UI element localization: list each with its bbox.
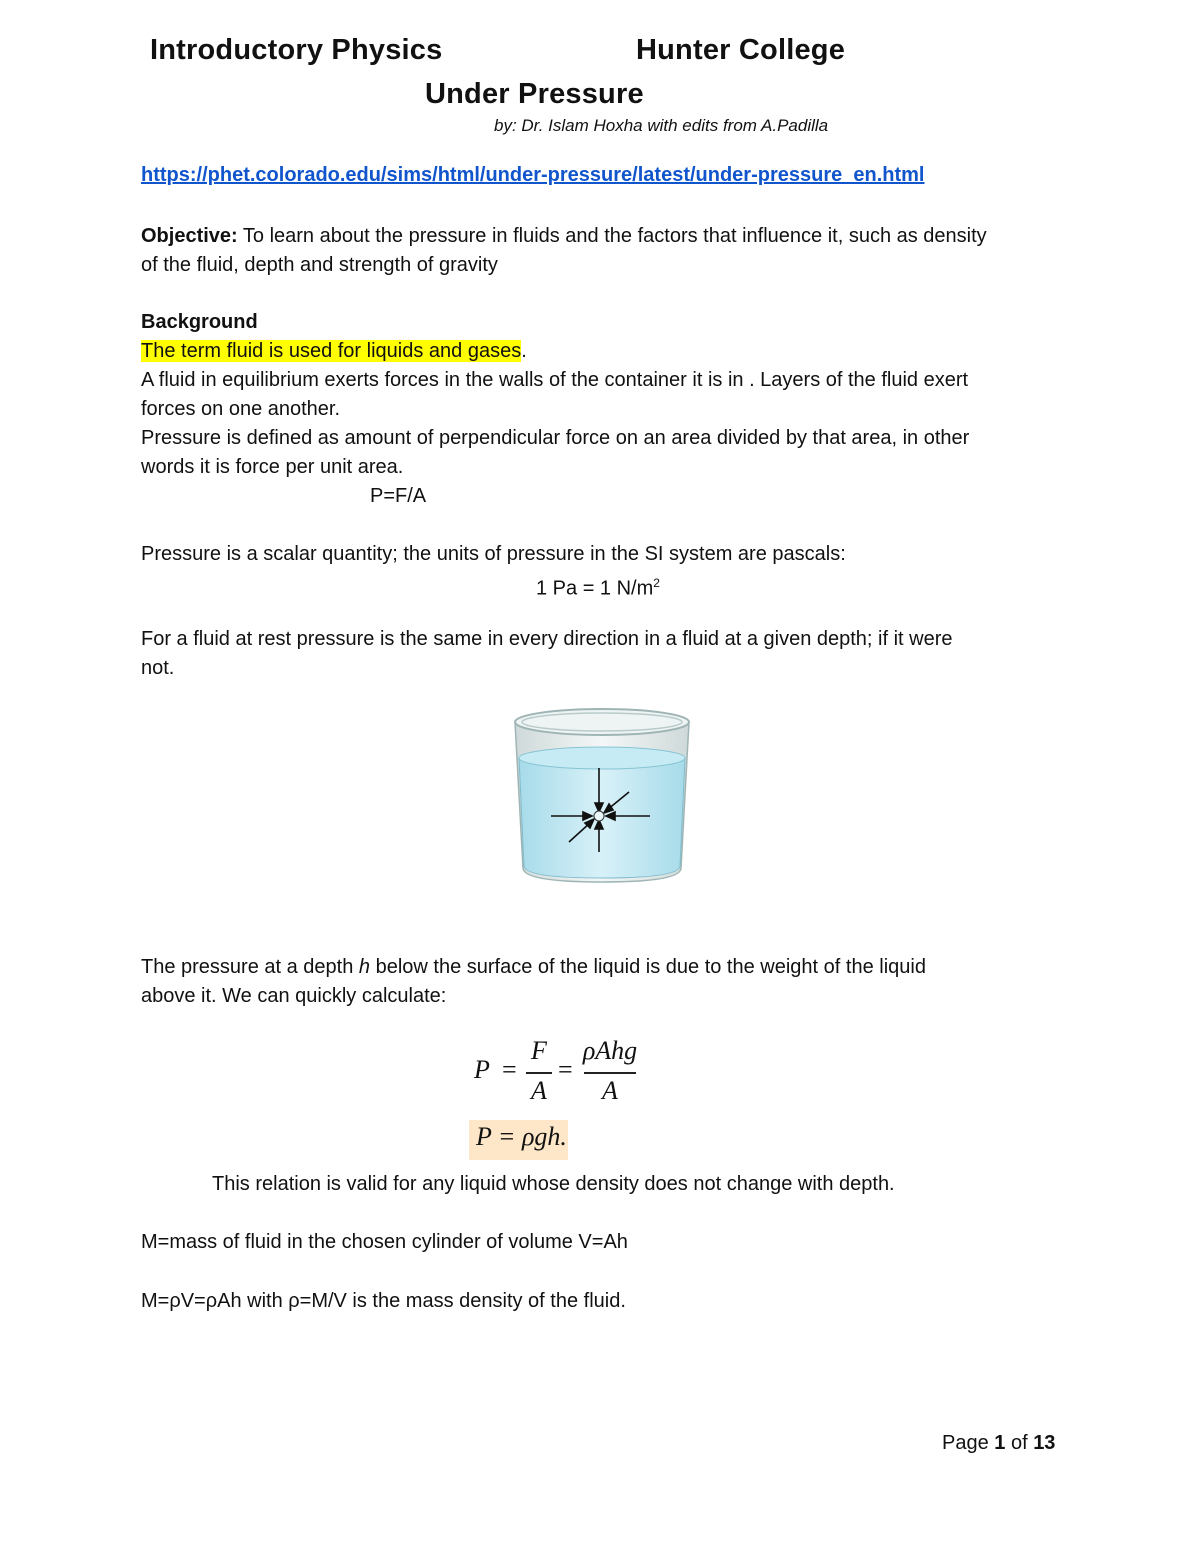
background-heading: Background [141, 311, 258, 333]
eq-p-rho-g-h: P = ρgh. [476, 1122, 567, 1151]
objective-line-1 [141, 222, 987, 251]
depth-text-b: below the surface of the liquid is due to the weight of the liquid [370, 956, 926, 978]
eq-equals-1: = [502, 1055, 517, 1084]
mass-definition: M=mass of fluid in the chosen cylinder of volume V=Ah [141, 1231, 628, 1253]
para4-line2: not. [141, 657, 175, 679]
eq-rho-ahg: ρAhg [582, 1036, 638, 1065]
eq-f: F [531, 1036, 547, 1065]
phet-link[interactable]: https://phet.colorado.edu/sims/html/under-pressure/latest/under-pressure_en.html [141, 164, 925, 186]
page-label: Page [942, 1432, 995, 1454]
depth-text-a: The pressure at a depth [141, 956, 359, 978]
mass-equation: M=ρV=ρAh with ρ=M/V is the mass density of the fluid. [141, 1290, 626, 1312]
page-title: Under Pressure [425, 78, 644, 110]
eq-equals-2: = [558, 1055, 573, 1084]
highlighted-fluid-term: The term fluid is used for liquids and gases [141, 340, 522, 362]
para1-line2: forces on one another. [141, 398, 341, 420]
formula-pascal [536, 569, 660, 604]
page-current: 1 [994, 1432, 1006, 1454]
eq-fraction-line-1 [526, 1072, 552, 1074]
depth-line1 [141, 953, 926, 982]
institution-title: Hunter College [636, 34, 846, 66]
objective-line-2: of the fluid, depth and strength of gravity [141, 254, 498, 276]
depth-h: h [358, 956, 371, 978]
course-title: Introductory Physics [150, 34, 443, 66]
para1-line1: A fluid in equilibrium exerts forces in the walls of the container it is in . Layers of the fluid exert [141, 369, 969, 391]
beaker-pressure-illustration [505, 700, 700, 895]
highlighted-line [141, 337, 527, 366]
page-total: 13 [1033, 1432, 1056, 1454]
page-of: of [1005, 1432, 1034, 1454]
objective-label: Objective: [141, 225, 238, 247]
pascal-main: 1 Pa = 1 N/m [536, 577, 654, 600]
eq-fraction-line-2 [584, 1072, 636, 1074]
para2-line1: Pressure is defined as amount of perpendicular force on an area divided by that area, in other [141, 427, 970, 449]
page-number [942, 1429, 1055, 1458]
para3: Pressure is a scalar quantity; the units of pressure in the SI system are pascals: [141, 543, 846, 565]
byline: by: Dr. Islam Hoxha with edits from A.Padilla [494, 116, 829, 135]
eq-a1: A [531, 1076, 547, 1105]
eq-a2: A [602, 1076, 618, 1105]
depth-line2: above it. We can quickly calculate: [141, 985, 447, 1007]
objective-text: To learn about the pressure in fluids and the factors that influence it, such as density [237, 225, 987, 247]
para2-line2: words it is force per unit area. [141, 456, 404, 478]
para4-line1: For a fluid at rest pressure is the same in every direction in a fluid at a given depth; if it were [141, 628, 953, 650]
eq-p: P [474, 1055, 490, 1084]
validity-statement: This relation is valid for any liquid whose density does not change with depth. [212, 1173, 895, 1195]
pascal-sup: 2 [653, 576, 660, 590]
highlight-period: . [521, 340, 527, 362]
formula-p-f-a: P=F/A [370, 485, 427, 507]
